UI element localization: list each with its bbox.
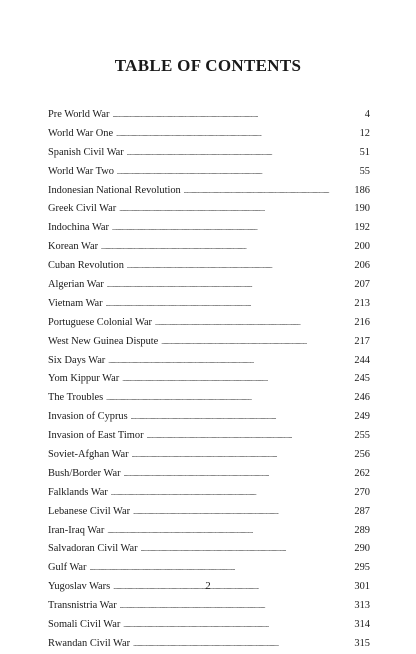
toc-entry[interactable] xyxy=(48,446,370,465)
dot-leader xyxy=(108,352,352,371)
toc-entry-title: Korean War xyxy=(48,241,99,253)
toc-entry[interactable] xyxy=(48,465,370,484)
toc-entry-page: 216 xyxy=(354,316,370,328)
dot-leader xyxy=(117,163,358,182)
toc-entry-page: 245 xyxy=(354,373,370,385)
toc-entry[interactable] xyxy=(48,106,370,125)
toc-entry-page: 12 xyxy=(359,127,370,139)
toc-entry[interactable] xyxy=(48,314,370,333)
toc-entry[interactable] xyxy=(48,616,370,635)
toc-entry[interactable] xyxy=(48,408,370,427)
table-of-contents xyxy=(48,106,370,654)
dot-leader xyxy=(161,333,352,352)
dot-leader xyxy=(106,389,352,408)
dot-leader xyxy=(101,238,352,257)
toc-entry-page: 200 xyxy=(354,241,370,253)
toc-entry-page: 190 xyxy=(354,203,370,215)
toc-entry-page: 314 xyxy=(354,619,370,631)
toc-entry-page: 301 xyxy=(354,581,370,593)
toc-entry-title: Falklands War xyxy=(48,486,108,498)
dot-leader xyxy=(131,408,353,427)
toc-entry-title: Algerian War xyxy=(48,279,104,291)
toc-entry[interactable] xyxy=(48,238,370,257)
toc-entry-title: Invasion of Cyprus xyxy=(48,411,128,423)
dot-leader xyxy=(107,522,352,541)
toc-entry-title: Cuban Revolution xyxy=(48,260,124,272)
toc-entry[interactable] xyxy=(48,333,370,352)
dot-leader xyxy=(124,465,353,484)
toc-entry[interactable] xyxy=(48,144,370,163)
toc-entry-title: Somali Civil War xyxy=(48,619,121,631)
toc-entry[interactable] xyxy=(48,163,370,182)
toc-entry-title: Gulf War xyxy=(48,562,87,574)
toc-entry-title: The Troubles xyxy=(48,392,104,404)
dot-leader xyxy=(184,182,353,201)
toc-entry[interactable] xyxy=(48,389,370,408)
toc-entry-page: 287 xyxy=(354,505,370,517)
dot-leader xyxy=(107,276,353,295)
toc-entry[interactable] xyxy=(48,427,370,446)
toc-entry-page: 290 xyxy=(354,543,370,555)
toc-entry[interactable] xyxy=(48,484,370,503)
toc-entry-page: 206 xyxy=(354,260,370,272)
toc-entry-page: 315 xyxy=(354,637,370,649)
toc-entry[interactable] xyxy=(48,370,370,389)
toc-entry-page: 313 xyxy=(354,600,370,612)
toc-entry-title: World War One xyxy=(48,127,114,139)
toc-entry-page: 217 xyxy=(354,335,370,347)
dot-leader xyxy=(127,257,353,276)
toc-entry[interactable] xyxy=(48,276,370,295)
dot-leader xyxy=(90,559,353,578)
toc-entry-title: Yom Kippur War xyxy=(48,373,120,385)
toc-entry-page: 262 xyxy=(354,467,370,479)
dot-leader xyxy=(111,484,353,503)
page-title: TABLE OF CONTENTS xyxy=(114,56,302,75)
toc-entry-page: 249 xyxy=(354,411,370,423)
dot-leader xyxy=(112,106,362,125)
dot-leader xyxy=(147,427,353,446)
toc-entry-title: World War Two xyxy=(48,165,114,177)
dot-leader xyxy=(133,503,352,522)
toc-entry-title: Indonesian National Revolution xyxy=(48,184,181,196)
toc-entry-title: Invasion of East Timor xyxy=(48,430,144,442)
toc-entry-title: Greek Civil War xyxy=(48,203,117,215)
toc-entry[interactable] xyxy=(48,635,370,654)
toc-entry[interactable] xyxy=(48,200,370,219)
toc-entry[interactable] xyxy=(48,352,370,371)
dot-leader xyxy=(106,295,353,314)
toc-entry[interactable] xyxy=(48,219,370,238)
toc-entry[interactable] xyxy=(48,182,370,201)
toc-entry[interactable] xyxy=(48,295,370,314)
toc-entry-title: Spanish Civil War xyxy=(48,146,124,158)
toc-entry-title: Indochina War xyxy=(48,222,110,234)
toc-entry-title: Salvadoran Civil War xyxy=(48,543,138,555)
toc-entry[interactable] xyxy=(48,597,370,616)
toc-entry-title: Transnistria War xyxy=(48,600,117,612)
toc-entry-page: 295 xyxy=(354,562,370,574)
toc-entry-title: Bush/Border War xyxy=(48,467,121,479)
toc-entry-title: Iran-Iraq War xyxy=(48,524,105,536)
toc-entry[interactable] xyxy=(48,257,370,276)
toc-entry-page: 186 xyxy=(354,184,370,196)
toc-entry[interactable] xyxy=(48,540,370,559)
toc-entry-title: Lebanese Civil War xyxy=(48,505,131,517)
dot-leader xyxy=(132,446,353,465)
toc-entry-title: West New Guinea Dispute xyxy=(48,335,159,347)
page-number: 2 xyxy=(205,580,211,592)
dot-leader xyxy=(141,540,353,559)
dot-leader xyxy=(127,144,358,163)
toc-entry-page: 192 xyxy=(354,222,370,234)
toc-entry-title: Pre World War xyxy=(48,109,110,120)
toc-entry-title: Rwandan Civil War xyxy=(48,637,131,649)
toc-entry-page: 51 xyxy=(359,146,370,158)
dot-leader xyxy=(120,597,353,616)
toc-entry-title: Yugoslav Wars xyxy=(48,581,111,593)
toc-entry-title: Portuguese Colonial War xyxy=(48,316,153,328)
toc-entry[interactable] xyxy=(48,559,370,578)
toc-entry-page: 244 xyxy=(354,354,370,366)
toc-entry-title: Soviet-Afghan War xyxy=(48,449,129,461)
dot-leader xyxy=(112,219,352,238)
toc-entry-page: 255 xyxy=(354,430,370,442)
toc-entry-page: 246 xyxy=(354,392,370,404)
dot-leader xyxy=(155,314,352,333)
dot-leader xyxy=(122,370,352,389)
toc-entry-page: 55 xyxy=(359,165,370,177)
dot-leader xyxy=(116,125,358,144)
toc-entry-page: 4 xyxy=(364,109,370,120)
toc-entry-page: 270 xyxy=(354,486,370,498)
toc-entry-title: Vietnam War xyxy=(48,297,103,309)
toc-entry[interactable] xyxy=(48,522,370,541)
dot-leader xyxy=(119,200,352,219)
toc-entry-page: 207 xyxy=(354,279,370,291)
toc-entry-page: 213 xyxy=(354,297,370,309)
toc-entry-title: Six Days War xyxy=(48,354,106,366)
toc-entry-page: 256 xyxy=(354,449,370,461)
toc-entry[interactable] xyxy=(48,125,370,144)
dot-leader xyxy=(133,635,352,654)
toc-entry[interactable] xyxy=(48,503,370,522)
toc-entry-page: 289 xyxy=(354,524,370,536)
